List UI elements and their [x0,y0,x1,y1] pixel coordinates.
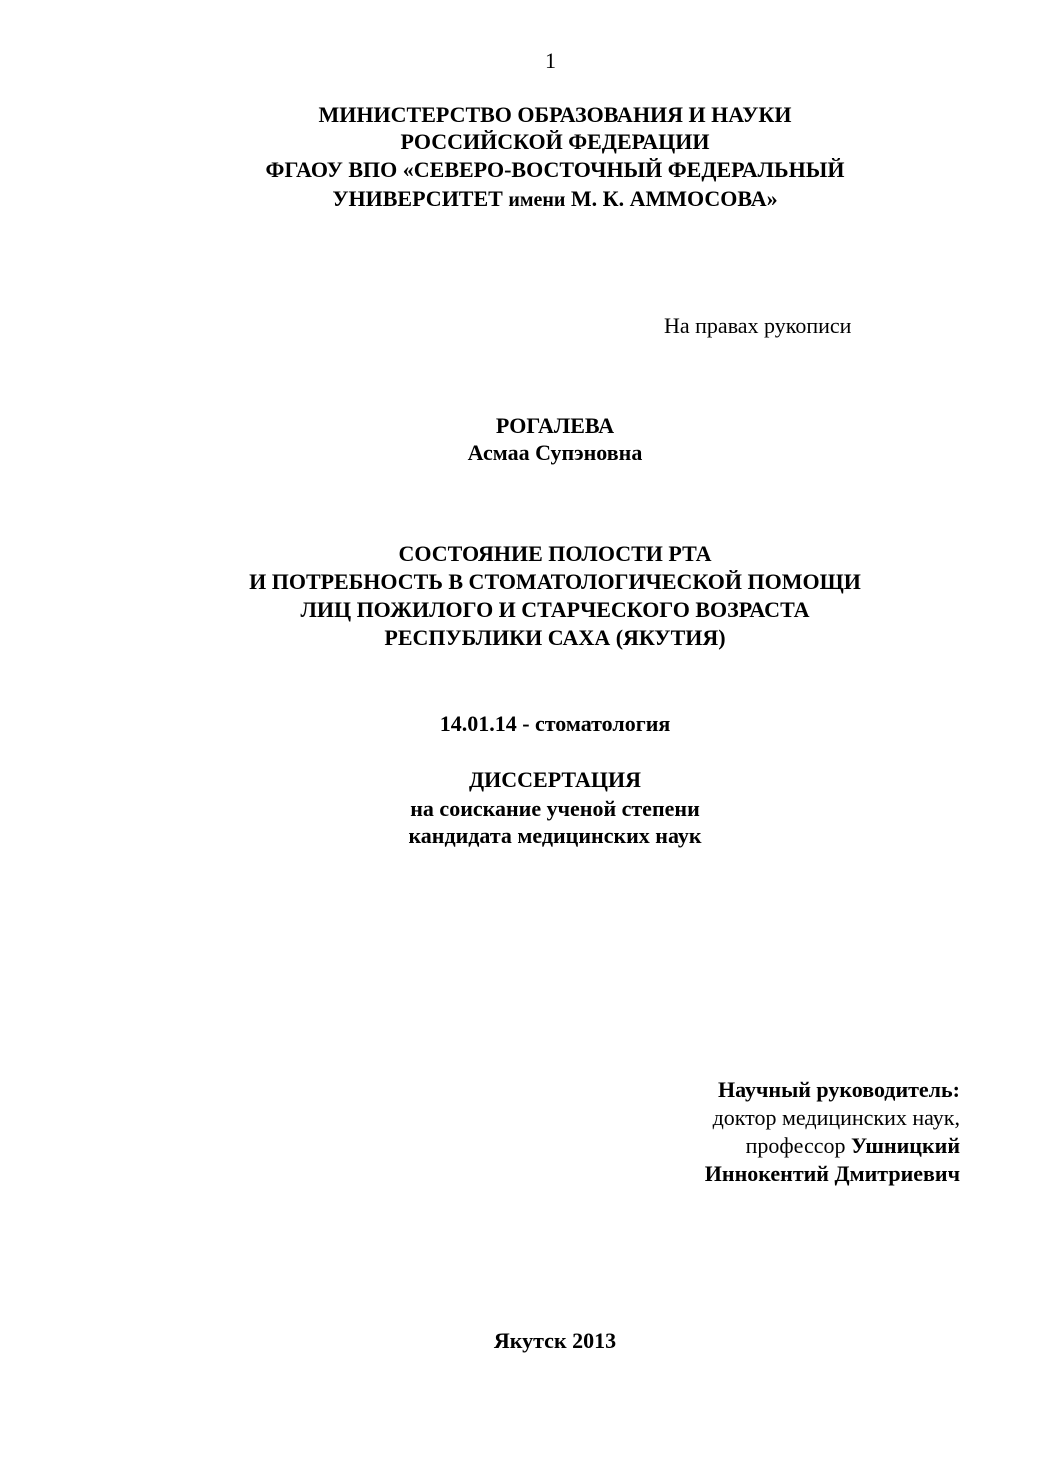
dissertation-degree-line-2: кандидата медицинских наук [408,823,702,848]
author-given-names: Асмаа Супэновна [467,440,643,465]
thesis-title-line-1: СОСТОЯНИЕ ПОЛОСТИ РТА [398,541,712,566]
dissertation-degree-line-1: на соискание ученой степени [410,796,700,821]
supervisor-surname: Ушницкий [851,1133,960,1158]
supervisor-title: профессор [745,1133,852,1158]
header-line-university-name [0,186,1040,213]
header-line-university: ФГАОУ ВПО «СЕВЕРО-ВОСТОЧНЫЙ ФЕДЕРАЛЬНЫЙ [265,157,845,182]
supervisor-label: Научный руководитель: [718,1077,960,1102]
specialty-code: 14.01.14 - стоматология [439,711,671,736]
page-number: 1 [545,48,556,73]
thesis-title-line-3: ЛИЦ ПОЖИЛОГО И СТАРЧЕСКОГО ВОЗРАСТА [300,597,810,622]
supervisor-given-names: Иннокентий Дмитриевич [704,1161,960,1186]
place-year: Якутск 2013 [493,1328,617,1353]
header-line-federation: РОССИЙСКОЙ ФЕДЕРАЦИИ [400,129,710,154]
header-university-word: УНИВЕРСИТЕТ [332,186,509,211]
dissertation-heading: ДИССЕРТАЦИЯ [469,767,641,792]
thesis-title-line-4: РЕСПУБЛИКИ САХА (ЯКУТИЯ) [384,625,726,650]
author-surname: РОГАЛЕВА [495,413,615,438]
thesis-title-line-2: И ПОТРЕБНОСТЬ В СТОМАТОЛОГИЧЕСКОЙ ПОМОЩИ [249,569,861,594]
header-line-ministry: МИНИСТЕРСТВО ОБРАЗОВАНИЯ И НАУКИ [318,102,792,127]
manuscript-note: На правах рукописи [664,313,852,338]
supervisor-title-line [560,1133,960,1159]
header-imeni-word: имени [508,189,566,211]
supervisor-degree: доктор медицинских наук, [712,1105,960,1130]
header-ammosov-word: М. К. АММОСОВА» [565,186,778,211]
